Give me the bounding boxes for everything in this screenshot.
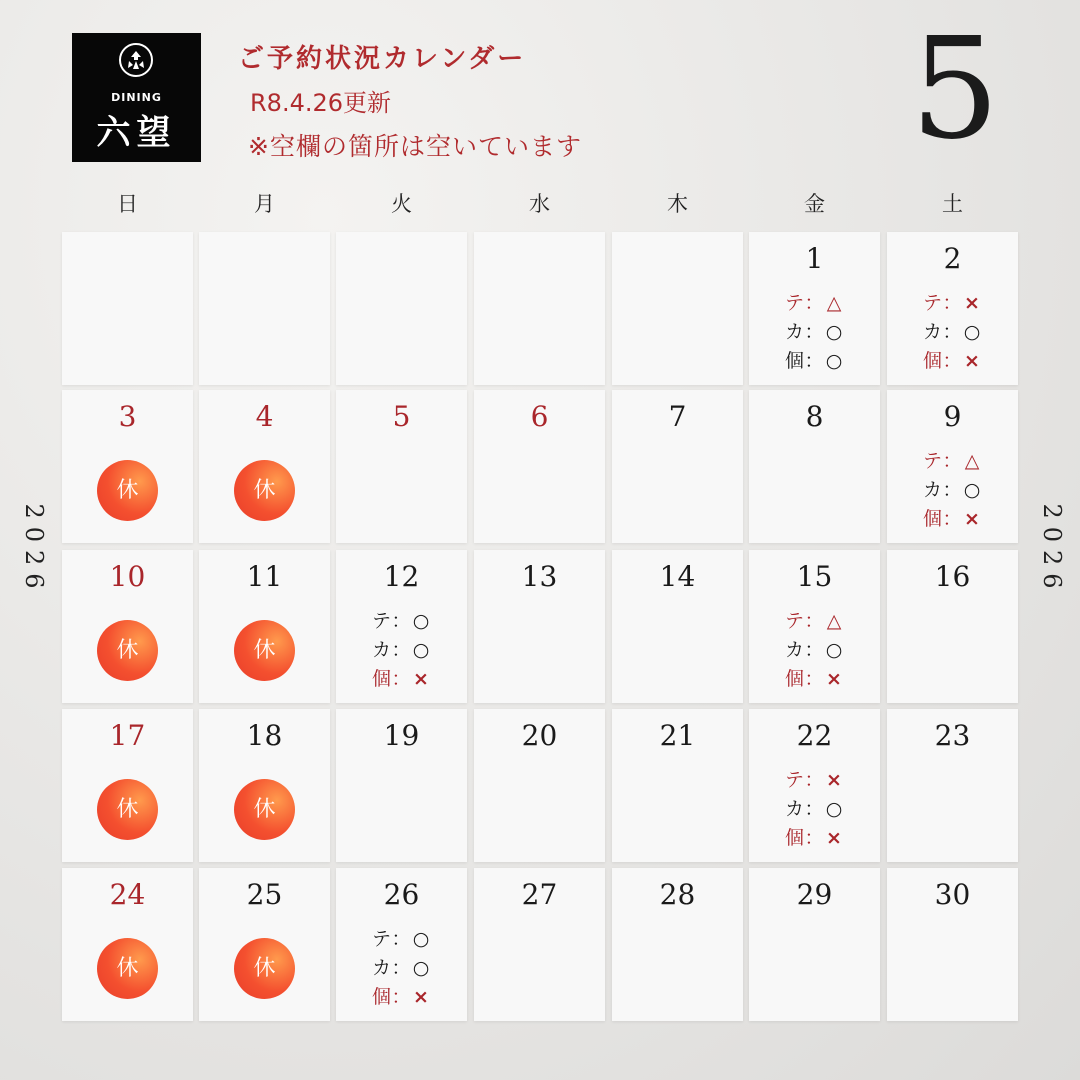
status-separator: ：: [942, 508, 962, 530]
status-row: [785, 318, 844, 347]
closed-badge: 休: [234, 938, 295, 999]
seat-type-label: 個: [372, 668, 392, 690]
empty-day-cell: [474, 232, 605, 385]
status-row: [785, 636, 844, 665]
day-cell[interactable]: [474, 868, 605, 1021]
status-row: [785, 665, 844, 694]
status-row: [372, 607, 431, 636]
status-separator: ：: [942, 350, 962, 372]
day-number: 5: [392, 400, 411, 433]
availability-mark: ×: [826, 827, 842, 849]
day-cell[interactable]: [62, 390, 193, 543]
status-row: [923, 505, 982, 534]
closed-badge: 休: [97, 779, 158, 840]
day-number: 30: [934, 878, 971, 911]
day-cell[interactable]: [336, 709, 467, 862]
status-row: [923, 476, 982, 505]
seat-type-label: 個: [923, 508, 943, 530]
calendar-title: ご予約状況カレンダー: [238, 44, 527, 74]
year-label-right: 2026: [1038, 503, 1066, 597]
seat-type-label: 個: [785, 827, 805, 849]
closed-badge: 休: [97, 620, 158, 681]
day-number: 16: [934, 560, 971, 593]
availability-mark: ○: [412, 928, 430, 950]
availability-note: ※空欄の箇所は空いています: [248, 132, 582, 161]
day-cell[interactable]: [612, 868, 743, 1021]
seat-type-label: テ: [372, 928, 392, 950]
day-cell[interactable]: [199, 550, 330, 703]
availability-mark: ○: [825, 350, 843, 372]
day-cell[interactable]: [612, 550, 743, 703]
family-crest-icon: [119, 43, 153, 77]
availability-mark: △: [964, 450, 980, 472]
day-number: 24: [109, 878, 146, 911]
availability-mark: ○: [412, 610, 430, 632]
seat-type-label: 個: [785, 350, 805, 372]
reservation-status-list: [372, 607, 431, 694]
weekday-label: 金: [804, 192, 825, 216]
status-row: [785, 824, 844, 853]
day-number: 23: [934, 719, 971, 752]
status-separator: ：: [391, 986, 411, 1008]
day-cell[interactable]: [887, 709, 1018, 862]
day-number: 27: [521, 878, 558, 911]
status-separator: ：: [942, 450, 962, 472]
status-separator: ：: [942, 292, 962, 314]
seat-type-label: テ: [785, 610, 805, 632]
day-cell[interactable]: [62, 709, 193, 862]
reservation-status-list: [372, 925, 431, 1012]
day-number: 12: [383, 560, 420, 593]
day-number: 2: [943, 242, 962, 275]
reservation-status-list: [785, 607, 844, 694]
status-row: [923, 289, 982, 318]
seat-type-label: テ: [785, 292, 805, 314]
day-number: 6: [530, 400, 549, 433]
weekday-label: 日: [117, 192, 138, 216]
seat-type-label: カ: [785, 639, 805, 661]
day-cell[interactable]: [474, 709, 605, 862]
day-number: 25: [246, 878, 283, 911]
status-separator: ：: [804, 769, 824, 791]
status-separator: ：: [942, 321, 962, 343]
status-separator: ：: [942, 479, 962, 501]
status-separator: ：: [391, 957, 411, 979]
year-label-left: 2026: [20, 503, 48, 597]
seat-type-label: テ: [923, 292, 943, 314]
status-row: [923, 347, 982, 376]
status-separator: ：: [391, 928, 411, 950]
seat-type-label: テ: [923, 450, 943, 472]
availability-mark: ○: [963, 479, 981, 501]
day-cell[interactable]: [612, 390, 743, 543]
seat-type-label: カ: [372, 957, 392, 979]
day-number: 9: [943, 400, 962, 433]
weekday-label: 木: [667, 192, 688, 216]
day-number: 8: [805, 400, 824, 433]
availability-mark: ×: [826, 769, 842, 791]
restaurant-logo: [72, 33, 201, 162]
reservation-status-list: [785, 766, 844, 853]
availability-mark: △: [826, 610, 842, 632]
status-separator: ：: [391, 610, 411, 632]
seat-type-label: 個: [785, 668, 805, 690]
status-row: [923, 447, 982, 476]
status-row: [372, 636, 431, 665]
seat-type-label: カ: [923, 479, 943, 501]
day-cell[interactable]: [474, 550, 605, 703]
day-cell[interactable]: [749, 550, 880, 703]
availability-mark: ×: [964, 508, 980, 530]
status-row: [923, 318, 982, 347]
logo-dining-text: DINING: [111, 91, 162, 104]
day-cell[interactable]: [336, 550, 467, 703]
availability-mark: ○: [412, 957, 430, 979]
empty-day-cell: [199, 232, 330, 385]
logo-name-text: 六望: [96, 113, 177, 153]
day-number: 29: [796, 878, 833, 911]
seat-type-label: 個: [923, 350, 943, 372]
closed-badge: 休: [234, 460, 295, 521]
status-separator: ：: [804, 292, 824, 314]
day-number: 1: [805, 242, 824, 275]
status-row: [785, 766, 844, 795]
day-number: 7: [668, 400, 687, 433]
day-cell[interactable]: [612, 709, 743, 862]
day-number: 11: [246, 560, 283, 593]
day-number: 28: [659, 878, 696, 911]
day-number: 19: [383, 719, 420, 752]
day-cell[interactable]: [887, 390, 1018, 543]
day-cell[interactable]: [62, 550, 193, 703]
day-cell[interactable]: [749, 232, 880, 385]
day-number: 3: [118, 400, 137, 433]
day-cell[interactable]: [62, 868, 193, 1021]
day-number: 15: [796, 560, 833, 593]
day-cell[interactable]: [199, 390, 330, 543]
status-row: [372, 665, 431, 694]
seat-type-label: テ: [372, 610, 392, 632]
day-number: 20: [521, 719, 558, 752]
seat-type-label: カ: [372, 639, 392, 661]
reservation-status-list: [923, 447, 982, 534]
day-cell[interactable]: [199, 709, 330, 862]
weekday-label: 月: [254, 192, 275, 216]
availability-mark: ○: [963, 321, 981, 343]
day-number: 21: [659, 719, 696, 752]
day-number: 10: [109, 560, 146, 593]
day-number: 22: [796, 719, 833, 752]
availability-mark: ×: [413, 668, 429, 690]
updated-date: R8.4.26更新: [250, 89, 392, 117]
seat-type-label: カ: [785, 321, 805, 343]
day-cell[interactable]: [199, 868, 330, 1021]
day-cell[interactable]: [887, 550, 1018, 703]
reservation-status-list: [785, 289, 844, 376]
status-separator: ：: [804, 639, 824, 661]
day-cell[interactable]: [749, 868, 880, 1021]
weekday-label: 火: [391, 192, 412, 216]
day-number: 17: [109, 719, 146, 752]
availability-mark: ○: [825, 639, 843, 661]
status-separator: ：: [391, 639, 411, 661]
closed-badge: 休: [97, 938, 158, 999]
status-row: [785, 289, 844, 318]
seat-type-label: テ: [785, 769, 805, 791]
availability-mark: ×: [964, 350, 980, 372]
weekday-label: 土: [942, 192, 963, 216]
day-cell[interactable]: [474, 390, 605, 543]
day-number: 14: [659, 560, 696, 593]
status-separator: ：: [804, 827, 824, 849]
day-number: 26: [383, 878, 420, 911]
reservation-status-list: [923, 289, 982, 376]
empty-day-cell: [612, 232, 743, 385]
status-row: [372, 925, 431, 954]
day-cell[interactable]: [749, 709, 880, 862]
availability-mark: ○: [825, 798, 843, 820]
status-separator: ：: [804, 350, 824, 372]
day-number: 18: [246, 719, 283, 752]
month-number: 5: [910, 8, 1000, 171]
seat-type-label: カ: [785, 798, 805, 820]
empty-day-cell: [62, 232, 193, 385]
status-row: [785, 607, 844, 636]
empty-day-cell: [336, 232, 467, 385]
status-row: [372, 954, 431, 983]
seat-type-label: 個: [372, 986, 392, 1008]
status-separator: ：: [804, 798, 824, 820]
availability-mark: ○: [825, 321, 843, 343]
status-row: [785, 347, 844, 376]
status-separator: ：: [391, 668, 411, 690]
day-cell[interactable]: [336, 868, 467, 1021]
day-cell[interactable]: [887, 232, 1018, 385]
day-cell[interactable]: [749, 390, 880, 543]
day-cell[interactable]: [336, 390, 467, 543]
status-row: [785, 795, 844, 824]
availability-mark: ×: [413, 986, 429, 1008]
day-cell[interactable]: [887, 868, 1018, 1021]
status-separator: ：: [804, 321, 824, 343]
availability-mark: ○: [412, 639, 430, 661]
closed-badge: 休: [97, 460, 158, 521]
status-separator: ：: [804, 610, 824, 632]
weekday-label: 水: [529, 192, 550, 216]
status-separator: ：: [804, 668, 824, 690]
availability-mark: ×: [826, 668, 842, 690]
status-row: [372, 983, 431, 1012]
closed-badge: 休: [234, 779, 295, 840]
closed-badge: 休: [234, 620, 295, 681]
seat-type-label: カ: [923, 321, 943, 343]
day-number: 4: [255, 400, 274, 433]
day-number: 13: [521, 560, 558, 593]
availability-mark: △: [826, 292, 842, 314]
availability-mark: ×: [964, 292, 980, 314]
